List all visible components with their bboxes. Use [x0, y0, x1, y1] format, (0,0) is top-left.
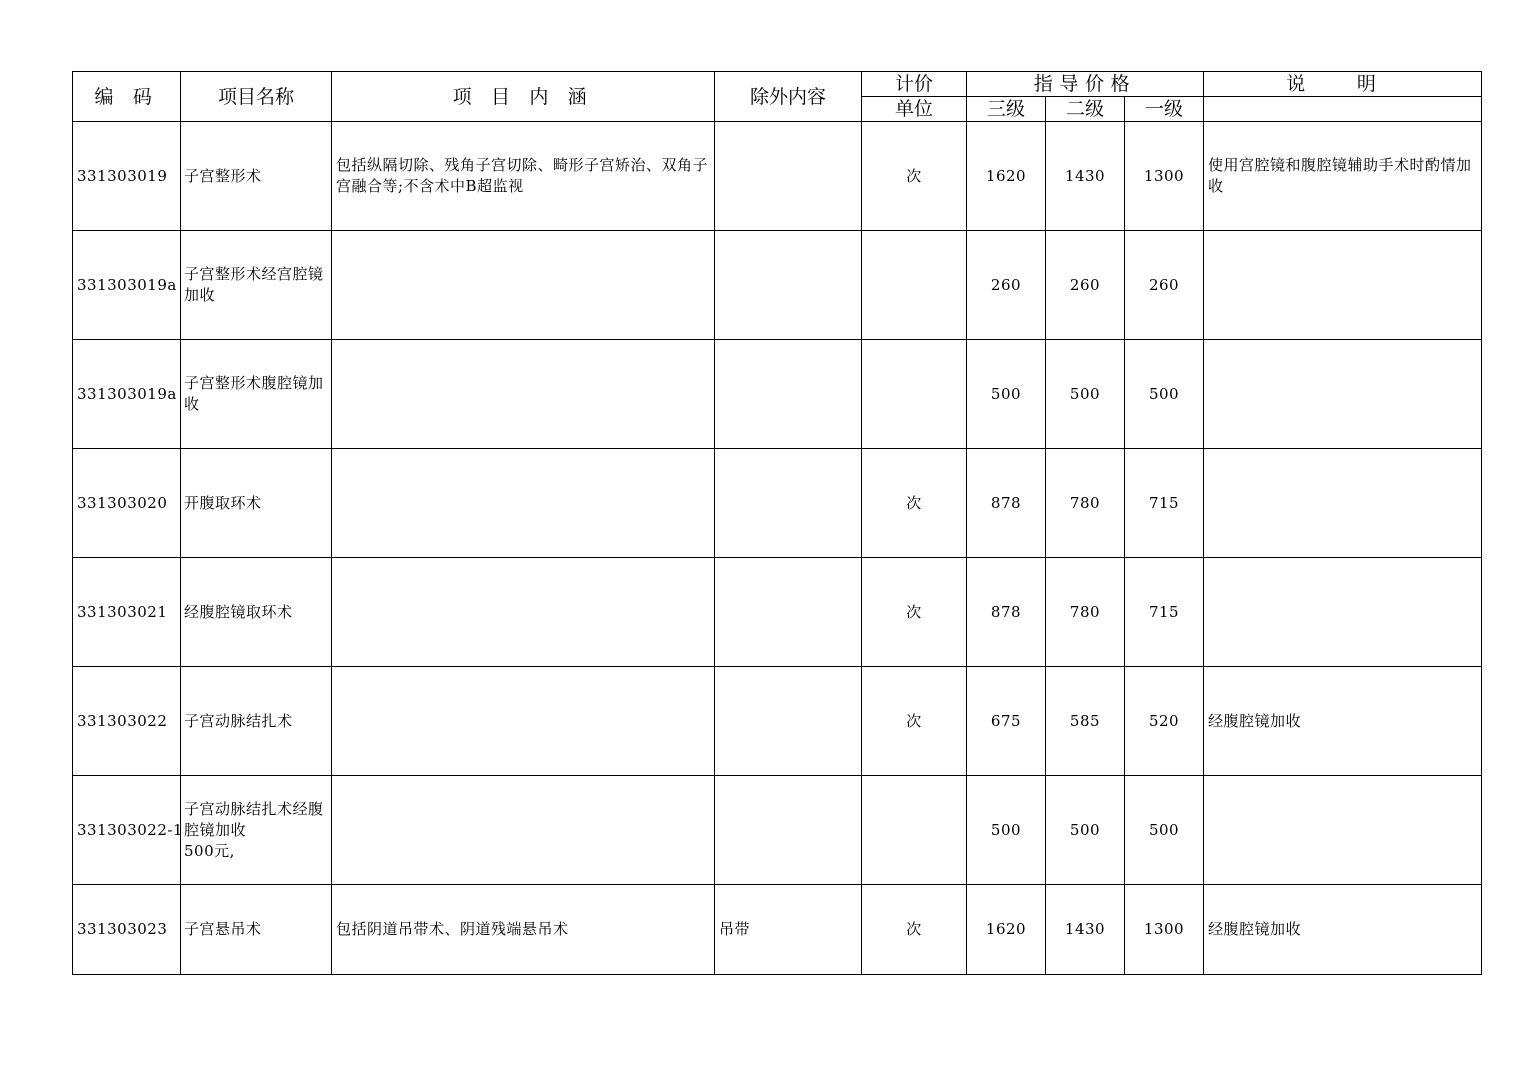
cell-price-level3: 878 — [967, 449, 1046, 558]
cell-name — [181, 667, 332, 776]
header-unit-top: 计价 — [862, 72, 967, 97]
cell-content: 包括纵隔切除、残角子宫切除、畸形子宫矫治、双角子宫融合等;不含术中B超监视 — [332, 122, 715, 231]
cell-note: 经腹腔镜加收 — [1204, 667, 1482, 776]
cell-exclusions — [715, 449, 862, 558]
header-note-blank — [1204, 97, 1482, 122]
cell-price-level2: 500 — [1046, 776, 1125, 885]
cell-price-level2: 260 — [1046, 231, 1125, 340]
header-unit-bottom: 单位 — [862, 97, 967, 122]
cell-name-line: 子宫悬吊术 — [184, 920, 262, 938]
cell-exclusions — [715, 122, 862, 231]
cell-exclusions — [715, 231, 862, 340]
cell-exclusions: 吊带 — [715, 885, 862, 975]
header-level2: 二级 — [1046, 97, 1125, 122]
cell-price-level1: 500 — [1125, 776, 1204, 885]
cell-price-level2: 780 — [1046, 558, 1125, 667]
cell-name — [181, 340, 332, 449]
cell-price-level1: 260 — [1125, 231, 1204, 340]
cell-unit: 次 — [862, 558, 967, 667]
cell-content — [332, 667, 715, 776]
cell-unit: 次 — [862, 449, 967, 558]
cell-price-level2: 1430 — [1046, 885, 1125, 975]
cell-name-line: 子宫动脉结扎术 — [184, 711, 293, 730]
cell-content — [332, 340, 715, 449]
cell-price-level1: 520 — [1125, 667, 1204, 776]
cell-content — [332, 449, 715, 558]
cell-code: 331303020 — [73, 449, 181, 558]
cell-name — [181, 449, 332, 558]
cell-content — [332, 776, 715, 885]
table-row — [73, 449, 1482, 558]
cell-code: 331303019a — [73, 231, 181, 340]
table-row — [73, 558, 1482, 667]
cell-price-level3: 878 — [967, 558, 1046, 667]
cell-price-level1: 1300 — [1125, 885, 1204, 975]
cell-code: 331303019a — [73, 340, 181, 449]
cell-name-line: 子宫整形术腹腔镜加收 — [184, 374, 324, 413]
cell-note — [1204, 776, 1482, 885]
cell-name — [181, 885, 332, 975]
header-level3: 三级 — [967, 97, 1046, 122]
cell-code: 331303021 — [73, 558, 181, 667]
cell-price-level2: 1430 — [1046, 122, 1125, 231]
cell-name-line: 子宫整形术经宫腔镜加收 — [184, 265, 324, 304]
cell-content — [332, 558, 715, 667]
cell-name — [181, 122, 332, 231]
table-row — [73, 776, 1482, 885]
cell-name-line: 子宫动脉结扎术经腹腔镜加收 — [184, 799, 324, 839]
cell-note — [1204, 449, 1482, 558]
header-code: 编 码 — [73, 72, 181, 122]
cell-price-level3: 500 — [967, 776, 1046, 885]
cell-code: 331303022 — [73, 667, 181, 776]
cell-price-level3: 1620 — [967, 885, 1046, 975]
cell-name-line: 开腹取环术 — [184, 493, 262, 512]
cell-price-level2: 780 — [1046, 449, 1125, 558]
cell-note — [1204, 231, 1482, 340]
table-row — [73, 231, 1482, 340]
cell-code: 331303019 — [73, 122, 181, 231]
table-header — [73, 72, 1482, 122]
cell-unit — [862, 231, 967, 340]
cell-price-level1: 715 — [1125, 558, 1204, 667]
cell-price-level2: 585 — [1046, 667, 1125, 776]
header-exclusions: 除外内容 — [715, 72, 862, 122]
table-row — [73, 340, 1482, 449]
cell-note: 经腹腔镜加收 — [1204, 885, 1482, 975]
cell-price-level3: 500 — [967, 340, 1046, 449]
cell-exclusions — [715, 667, 862, 776]
cell-price-level3: 1620 — [967, 122, 1046, 231]
cell-unit — [862, 340, 967, 449]
table-row — [73, 885, 1482, 975]
cell-code: 331303022-1 — [73, 776, 181, 885]
cell-name-line: 500元, — [184, 841, 235, 860]
cell-price-level1: 1300 — [1125, 122, 1204, 231]
cell-unit — [862, 776, 967, 885]
cell-exclusions — [715, 558, 862, 667]
cell-price-level3: 675 — [967, 667, 1046, 776]
cell-unit: 次 — [862, 667, 967, 776]
table-row — [73, 667, 1482, 776]
cell-note — [1204, 340, 1482, 449]
cell-name — [181, 558, 332, 667]
cell-name-line: 子宫整形术 — [184, 166, 262, 185]
cell-note — [1204, 558, 1482, 667]
cell-content — [332, 231, 715, 340]
cell-name — [181, 231, 332, 340]
cell-price-level1: 500 — [1125, 340, 1204, 449]
cell-name-line: 经腹腔镜取环术 — [184, 602, 293, 621]
cell-price-level3: 260 — [967, 231, 1046, 340]
cell-name — [181, 776, 332, 885]
header-level1: 一级 — [1125, 97, 1204, 122]
cell-unit: 次 — [862, 122, 967, 231]
header-note: 说 明 — [1204, 72, 1482, 97]
cell-note: 使用宫腔镜和腹腔镜辅助手术时酌情加收 — [1204, 122, 1482, 231]
header-guide-price: 指导价格 — [967, 72, 1204, 97]
cell-code: 331303023 — [73, 885, 181, 975]
cell-price-level2: 500 — [1046, 340, 1125, 449]
cell-exclusions — [715, 340, 862, 449]
table-row — [73, 122, 1482, 231]
table-body — [73, 122, 1482, 975]
cell-content: 包括阴道吊带术、阴道残端悬吊术 — [332, 885, 715, 975]
cell-unit: 次 — [862, 885, 967, 975]
price-table — [72, 71, 1482, 975]
cell-exclusions — [715, 776, 862, 885]
header-name: 项目名称 — [181, 72, 332, 122]
header-content: 项 目 内 涵 — [332, 72, 715, 122]
cell-price-level1: 715 — [1125, 449, 1204, 558]
